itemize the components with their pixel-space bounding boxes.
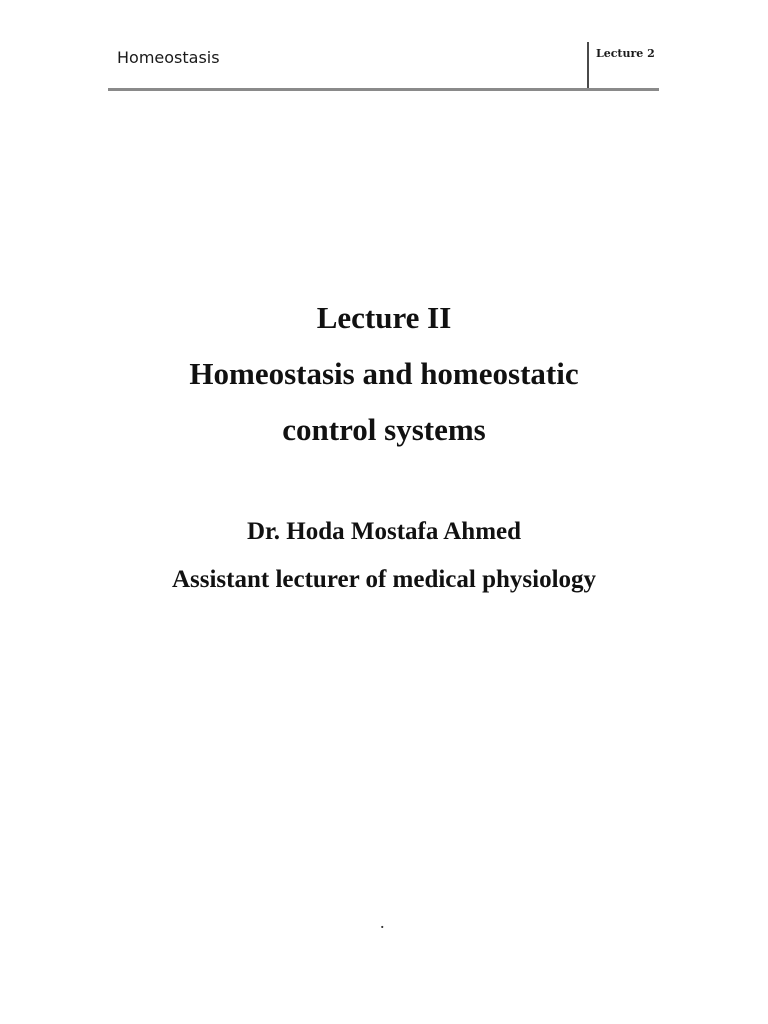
author-block [0,508,768,604]
author-name: Dr. Hoda Mostafa Ahmed [246,518,522,545]
header-lecture-label: Lecture 2 [596,47,655,60]
lecture-number-heading: Lecture II [316,300,452,335]
author-role: Assistant lecturer of medical physiology [171,566,597,593]
header-rule [108,88,659,91]
lecture-title-line-1: Homeostasis and homeostatic [189,356,579,391]
header-divider [587,42,589,89]
header-document-title: Homeostasis [117,48,220,67]
title-block [0,290,768,458]
footer-mark: . [380,912,385,932]
lecture-title-line-2: control systems [282,412,486,447]
page-header [108,42,659,90]
